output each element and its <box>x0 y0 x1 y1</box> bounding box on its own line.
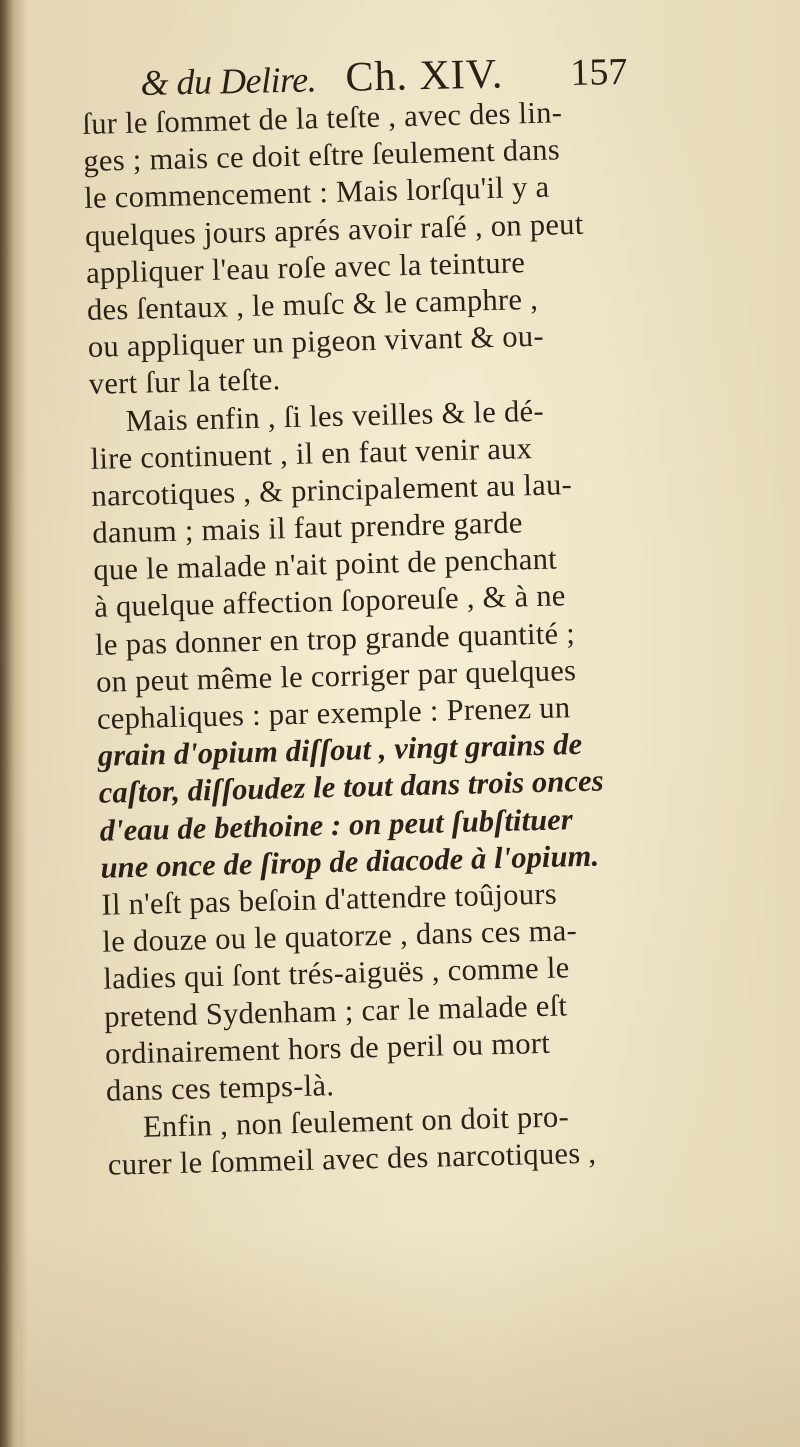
text-line: dans ces temps-là. <box>105 1068 335 1108</box>
spine-shadow <box>0 0 14 1447</box>
text-line: à quelque affection ſoporeuſe , & à ne <box>93 578 567 625</box>
text-line: Enfin , non ſeulement on doit pro- <box>142 1099 570 1144</box>
text-line: Mais enfin , ſi les veilles & le dé- <box>125 393 545 438</box>
paper-stain <box>20 1227 800 1447</box>
text-line: ges ; mais ce doit eſtre ſeulement dans <box>82 132 561 179</box>
text-line: on peut même le corriger par quelques <box>95 652 577 699</box>
text-line: caſtor, diſſoudez le tout dans trois onces <box>98 763 604 811</box>
body-text <box>82 91 728 1184</box>
text-line: narcotiques , & principalement au lau- <box>91 467 573 513</box>
text-line: ſur le ſommet de la teſte , avec des lin- <box>82 95 563 141</box>
running-title: & du Delire. <box>140 59 317 103</box>
text-line: pretend Sydenham ; car le malade eſt <box>103 987 568 1034</box>
text-line: appliquer l'eau roſe avec la teinture <box>85 244 526 290</box>
text-line: grain d'opium diſſout , vingt grains de <box>97 727 583 773</box>
text-line: d'eau de bethoine : on peut ſubſtituer <box>99 801 574 848</box>
page-number: 157 <box>569 50 628 94</box>
text-line: danum ; mais il faut prendre garde <box>92 505 524 550</box>
text-line: le commencement : Mais lorſqu'il y a <box>83 169 550 216</box>
text-line: le pas donner en trop grande quantité ; <box>94 615 576 662</box>
text-line: ou appliquer un pigeon vivant & ou- <box>87 318 545 365</box>
text-line: une once de ſirop de diacode à l'opium. <box>100 838 600 885</box>
text-line: curer le ſommeil avec des narcotiques , <box>107 1136 597 1182</box>
text-line: lire continuent , il en faut venir aux <box>90 430 533 476</box>
text-line: des ſentaux , le muſc & le camphre , <box>86 281 539 327</box>
chapter-label: Ch. XIV. <box>344 51 504 101</box>
text-line: ordinairement hors de peril ou mort <box>104 1025 551 1071</box>
text-line: que le malade n'ait point de penchant <box>92 541 558 588</box>
text-line: quelques jours aprés avoir raſé , on peut <box>84 206 584 253</box>
text-line: ladies qui ſont trés-aiguës , comme le <box>102 950 570 997</box>
text-line: cephaliques : par exemple : Prenez un <box>96 690 571 736</box>
text-line: Il n'eſt pas beſoin d'attendre toûjours <box>101 876 558 922</box>
text-line: le douze ou le quatorze , dans ces ma- <box>102 913 578 959</box>
text-line: vert ſur la teſte. <box>88 362 281 402</box>
